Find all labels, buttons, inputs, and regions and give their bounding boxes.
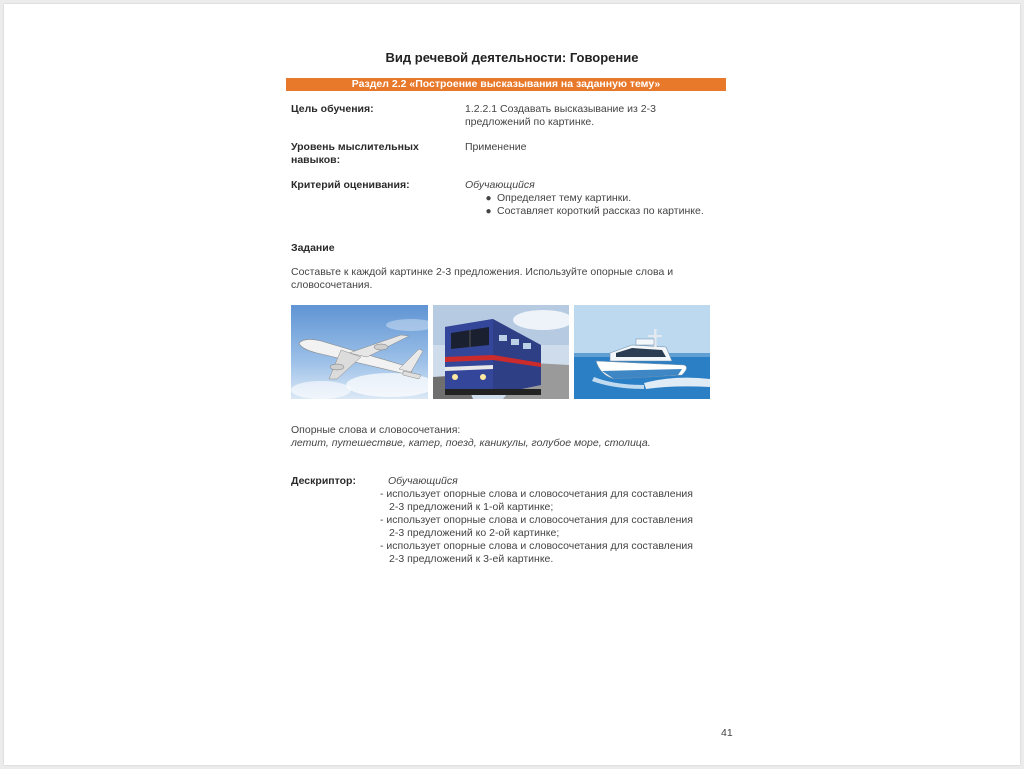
train-illustration bbox=[433, 305, 569, 399]
page-number: 41 bbox=[721, 727, 733, 739]
section-banner: Раздел 2.2 «Построение высказывания на заданную тему» bbox=[286, 78, 726, 91]
thinking-label-line2: навыков: bbox=[291, 154, 341, 166]
thinking-value: Применение bbox=[465, 141, 527, 153]
bullet-icon: ● bbox=[485, 193, 492, 204]
goal-value-line2: предложений по картинке. bbox=[465, 116, 595, 128]
criteria-label: Критерий оценивания: bbox=[291, 179, 410, 191]
goal-value-line1: 1.2.2.1 Создавать высказывание из 2-3 bbox=[465, 103, 656, 115]
goal-label: Цель обучения: bbox=[291, 103, 374, 115]
keywords-label: Опорные слова и словосочетания: bbox=[291, 424, 461, 436]
criteria-item: ● Определяет тему картинки. bbox=[480, 192, 704, 205]
criteria-list bbox=[480, 192, 704, 218]
descriptor-line: - использует опорные слова и словосочетания для составления bbox=[380, 514, 693, 526]
descriptor-label: Дескриптор: bbox=[291, 475, 356, 487]
descriptor-line: 2-3 предложений к 1-ой картинке; bbox=[389, 501, 554, 513]
descriptor-line: - использует опорные слова и словосочетания для составления bbox=[380, 540, 693, 552]
descriptor-line: - использует опорные слова и словосочетания для составления bbox=[380, 488, 693, 500]
airplane-illustration bbox=[291, 305, 428, 399]
task-heading: Задание bbox=[291, 242, 335, 254]
descriptor-intro: Обучающийся bbox=[388, 475, 458, 487]
task-text-line2: словосочетания. bbox=[291, 279, 373, 291]
bullet-icon: ● bbox=[485, 206, 492, 217]
criteria-item: ● Составляет короткий рассказ по картинке. bbox=[480, 205, 704, 218]
train-photo bbox=[433, 305, 569, 399]
descriptor-line: 2-3 предложений к 3-ей картинке. bbox=[389, 553, 554, 565]
keywords-list: летит, путешествие, катер, поезд, каникулы, голубое море, столица. bbox=[291, 437, 651, 449]
page-title: Вид речевой деятельности: Говорение bbox=[385, 50, 639, 65]
task-text-line1: Составьте к каждой картинке 2-3 предложения. Используйте опорные слова и bbox=[291, 266, 674, 278]
descriptor-line: 2-3 предложений ко 2-ой картинке; bbox=[389, 527, 560, 539]
airplane-photo bbox=[291, 305, 428, 399]
criteria-intro: Обучающийся bbox=[465, 179, 535, 191]
boat-illustration bbox=[574, 305, 710, 399]
thinking-label-line1: Уровень мыслительных bbox=[291, 141, 419, 153]
boat-photo bbox=[574, 305, 710, 399]
